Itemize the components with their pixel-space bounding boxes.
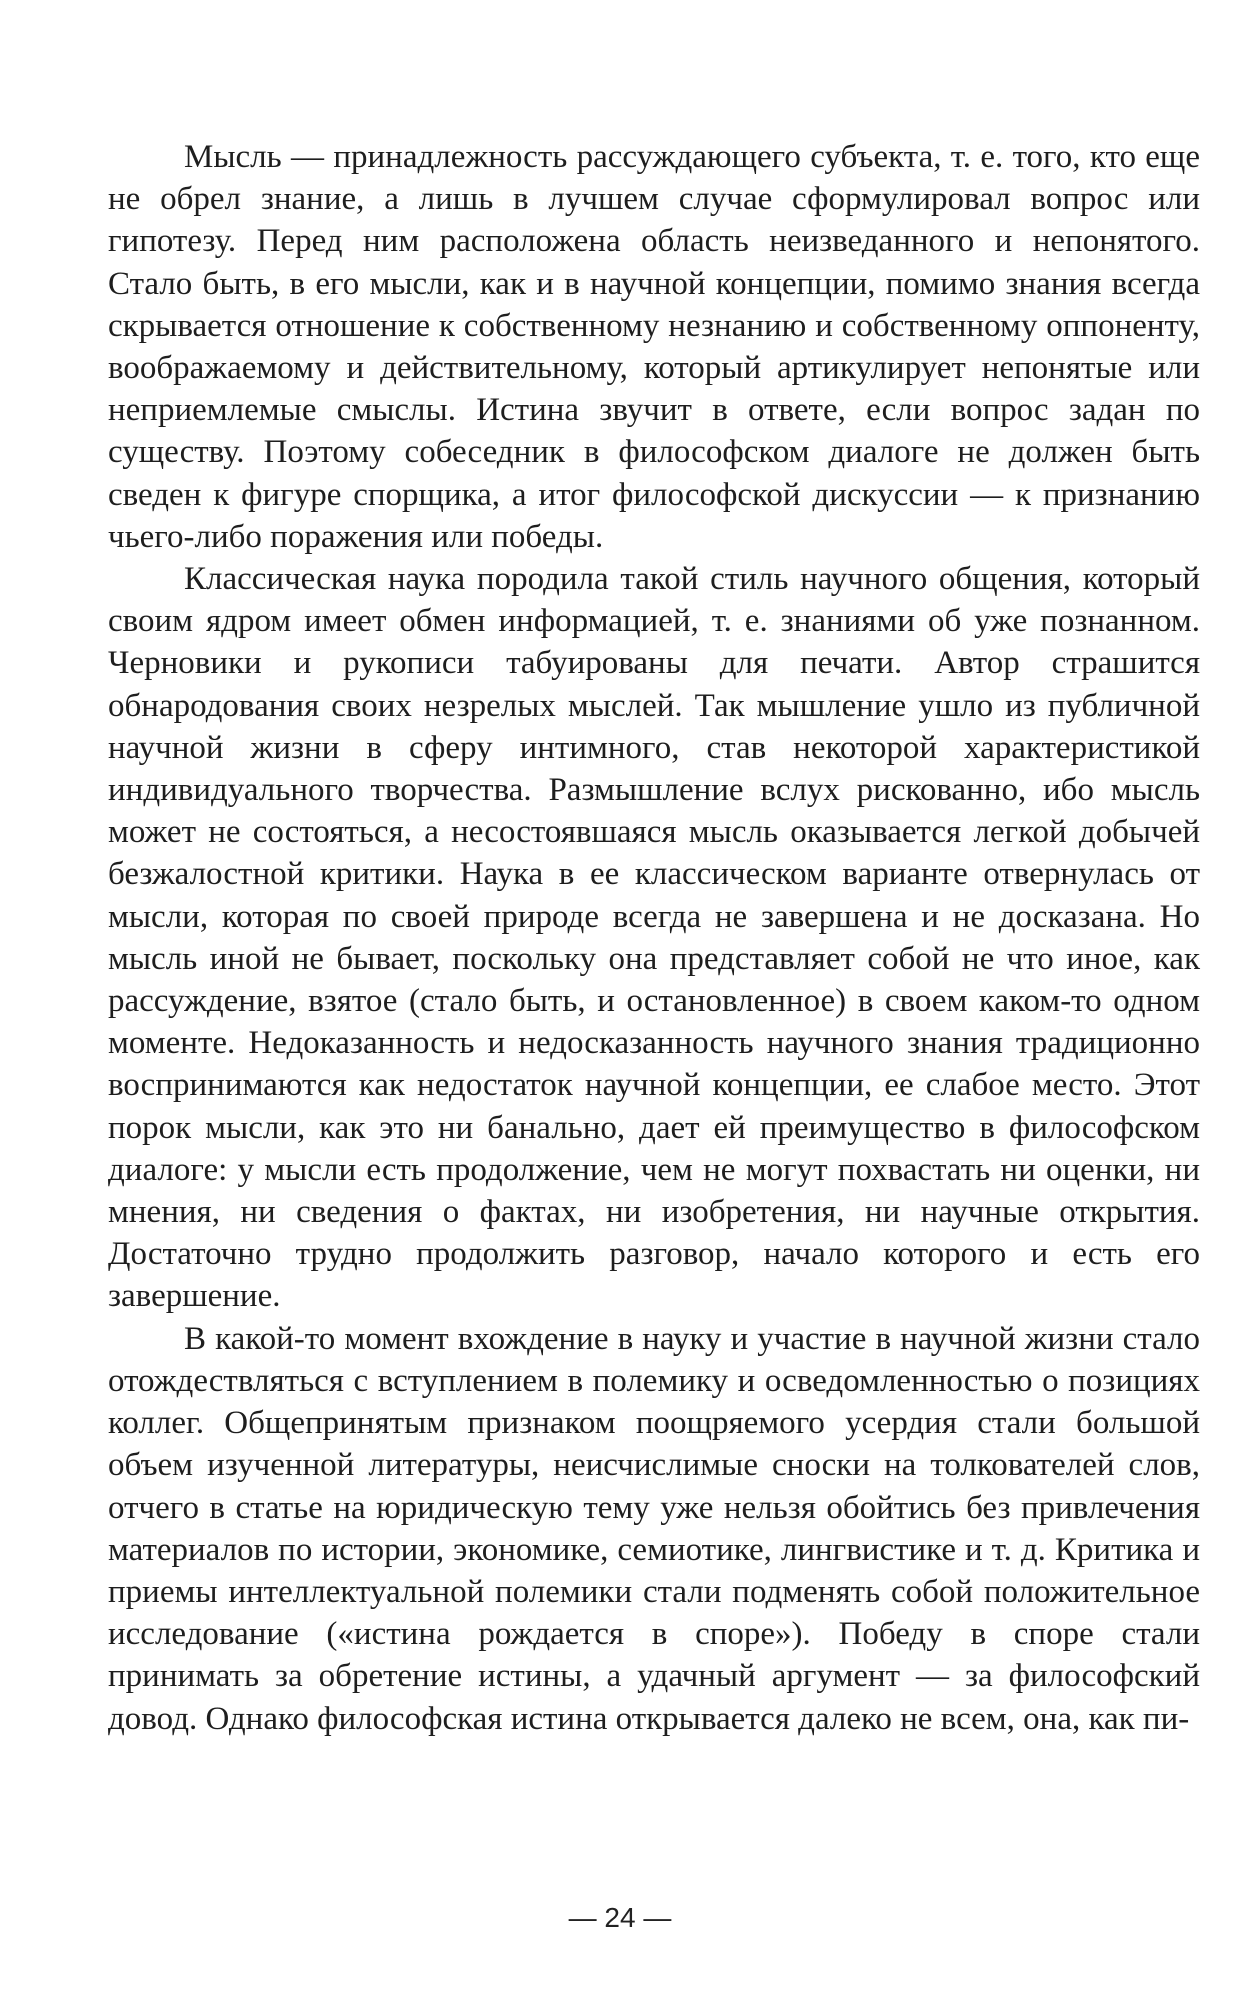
- paragraph-3: В какой-то момент вхождение в науку и участие в научной жизни стало отождествляться с вступлением в полемику и осведомленностью о позициях коллег. Общепринятым признаком поощряемого усердия стали большой объем изученной литературы, неисчислимые сноски на толкователей слов, отчего в статье на юридическую тему уже нельзя обойтись без привлечения материалов по истории, экономике, семиотике, лингвистике и т. д. Критика и приемы интеллектуальной полемики стали подменять собой положительное исследование («истина рождается в споре»). Победу в споре стали принимать за обретение истины, а удачный аргумент — за философский довод. Однако философская истина открывается далеко не всем, она, как пи-: [108, 1320, 1200, 1737]
- page-body: [108, 136, 1200, 1946]
- page-number: — 24 —: [568, 1902, 672, 1933]
- paragraph-1: Мысль — принадлежность рассуждающего субъекта, т. е. того, кто еще не обрел знание, а лишь в лучшем случае сформулировал вопрос или гипотезу. Перед ним расположена область неизведанного и непонятого. Стало быть, в его мысли, как и в научной концепции, помимо знания всегда скрывается отношение к собственному незнанию и собственному оппоненту, воображаемому и действительному, который артикулирует непонятые или неприемлемые смыслы. Истина звучит в ответе, если вопрос задан по существу. Поэтому собеседник в философском диалоге не должен быть сведен к фигуре спорщика, а итог философской дискуссии — к признанию чьего-либо поражения или победы.: [108, 139, 1200, 555]
- paragraph-2: Классическая наука породила такой стиль научного общения, который своим ядром имеет обмен информацией, т. е. знаниями об уже познанном. Черновики и рукописи табуированы для печати. Автор страшится обнародования своих незрелых мыслей. Так мышление ушло из публичной научной жизни в сферу интимного, став некоторой характеристикой индивидуального творчества. Размышление вслух рискованно, ибо мысль может не состояться, а несостоявшаяся мысль оказывается легкой добычей безжалостной критики. Наука в ее классическом варианте отвернулась от мысли, которая по своей природе всегда не завершена и не досказана. Но мысль иной не бывает, поскольку она представляет собой не что иное, как рассуждение, взятое (стало быть, и остановленное) в своем каком-то одном моменте. Недоказанность и недосказанность научного знания традиционно воспринимаются как недостаток научной концепции, ее слабое место. Этот порок мысли, как это ни банально, дает ей преимущество в философском диалоге: у мысли есть продолжение, чем не могут похвастать ни оценки, ни мнения, ни сведения о фактах, ни изобретения, ни научные открытия. Достаточно трудно продолжить разговор, начало которого и есть его завершение.: [108, 561, 1200, 1315]
